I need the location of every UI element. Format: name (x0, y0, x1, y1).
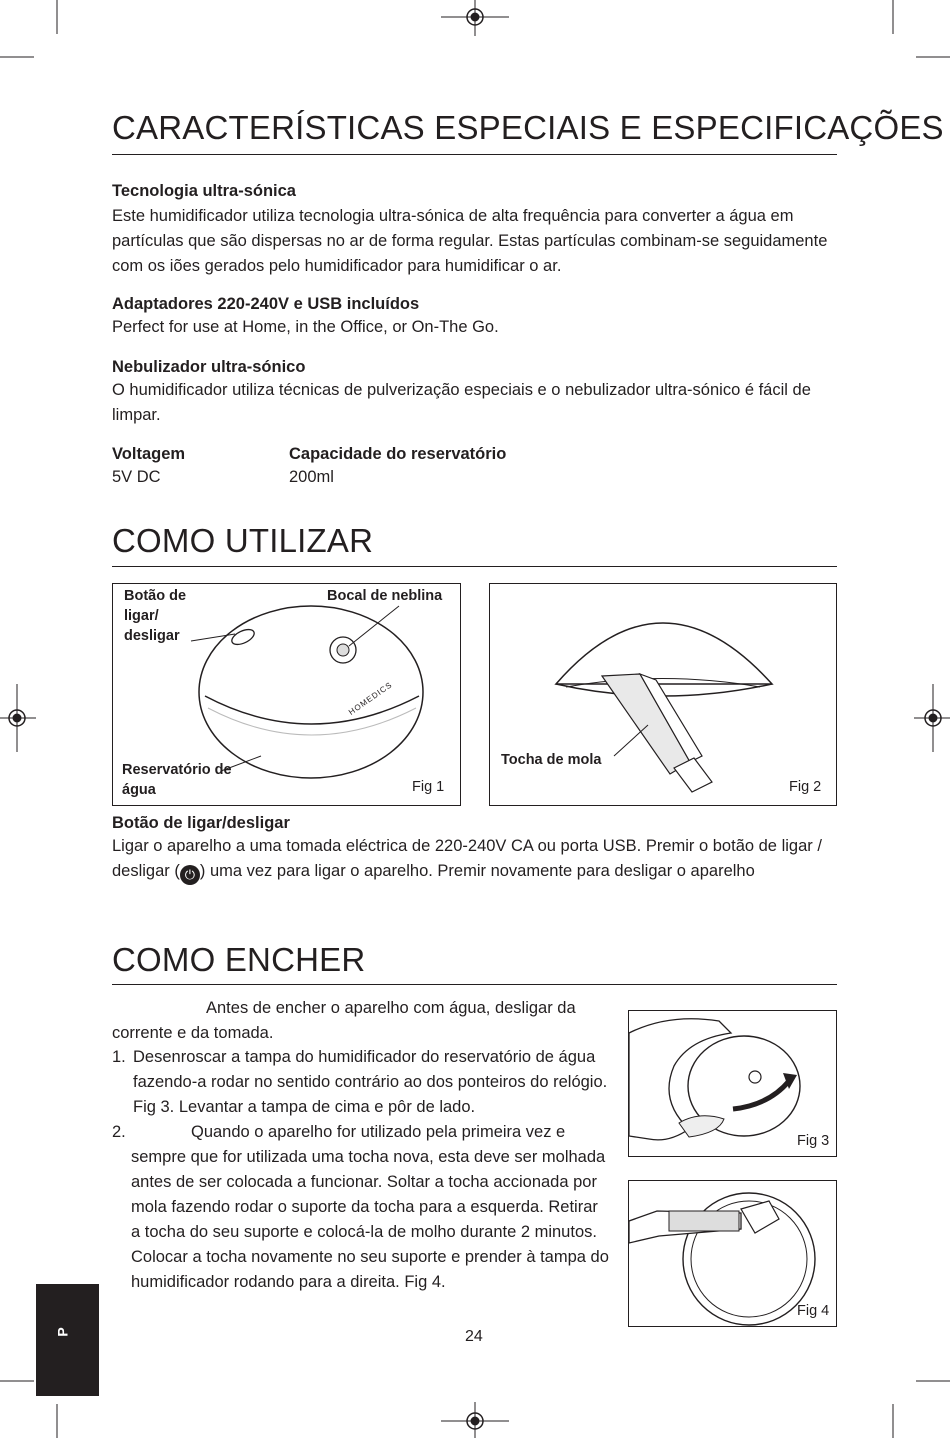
spec-heading: Adaptadores 220-240V e USB incluídos (112, 295, 420, 313)
language-tab (36, 1284, 99, 1396)
power-icon: ⏻ (180, 865, 200, 885)
figure-caption: Fig 1 (412, 779, 445, 795)
power-text-part-a: Ligar o aparelho a uma tomada eléctrica de 220-240V CA ou porta USB. Premir o botão de ligar / desligar ( (112, 837, 822, 880)
page-number: 24 (465, 1328, 483, 1345)
power-button-heading: Botão de ligar/desligar (112, 814, 290, 832)
use-title-rule (112, 566, 837, 567)
registration-mark-bottom (441, 1402, 509, 1438)
figure-caption: Fig 2 (789, 779, 822, 795)
lid-and-wick-illustration (490, 584, 836, 805)
specs-title-rule (112, 154, 837, 155)
figure-4 (628, 1180, 837, 1327)
fill-intro: Antes de encher o aparelho com água, desligar da corrente e da tomada. (112, 999, 576, 1042)
power-text-part-b: ) uma vez para ligar o aparelho. Premir novamente para desligar o aparelho (199, 862, 755, 880)
label-mist-nozzle: Bocal de neblina (327, 588, 443, 604)
fill-title: COMO ENCHER (112, 941, 366, 978)
fill-step-1-text: Desenroscar a tampa do humidificador do reservatório de água fazendo-a rodar no sentido contrário ao dos ponteiros do relógio. Fig 3. Levantar a tampa de cima e pôr de lado. (133, 1048, 608, 1116)
use-title: COMO UTILIZAR (112, 522, 374, 559)
capacity-heading: Capacidade do reservatório (289, 445, 507, 463)
voltage-heading: Voltagem (112, 445, 186, 463)
power-button-text (112, 834, 838, 885)
spec-block-nebulizer (112, 356, 838, 428)
spec-text: O humidificador utiliza técnicas de pulverização especiais e o nebulizador ultra-sónico é fácil de limpar. (112, 381, 811, 424)
spec-text: Este humidificador utiliza tecnologia ultra-sónica de alta frequência para converter a água em partículas que são dispersas no ar de forma regular. Estas partículas combinam-se seguidamente com os iões gerados pelo humidificador para humidificar o ar. (112, 207, 828, 275)
brand-logo: HOMEDICS (347, 680, 395, 717)
voltage-value: 5V DC (112, 468, 161, 486)
spec-table-capacity (289, 443, 506, 490)
spec-block-adapters (112, 293, 838, 340)
figure-caption: Fig 3 (797, 1133, 830, 1149)
specs-title: CARACTERÍSTICAS ESPECIAIS E ESPECIFICAÇÕES (112, 109, 944, 146)
fill-step-2-text: Quando o aparelho for utilizado pela primeira vez e sempre que for utilizada uma tocha nova, esta deve ser molhada antes de ser colocada a funcionar. Soltar a tocha accionada por mola fazendo rodar o suporte da tocha para a esquerda. Retirar a tocha do seu suporte e colocá-la de molho durante 2 minutos. Colocar a tocha novamente no seu suporte e prender à tampa do humidificador rodando para a direita. Fig 4. (131, 1123, 609, 1291)
figure-3 (628, 1010, 837, 1157)
registration-mark-left (0, 684, 36, 752)
fill-title-rule (112, 984, 837, 985)
figure-caption: Fig 4 (797, 1303, 830, 1319)
capacity-value: 200ml (289, 468, 334, 486)
registration-mark-top (441, 0, 509, 36)
spec-text: Perfect for use at Home, in the Office, or On-The Go. (112, 318, 499, 336)
spec-table-voltage (112, 443, 185, 490)
spec-heading: Nebulizador ultra-sónico (112, 358, 306, 376)
registration-mark-right (914, 684, 950, 752)
figure-2 (489, 583, 837, 806)
spec-block-ultrasonic (112, 180, 838, 279)
language-tab-label: P (54, 1327, 71, 1337)
fill-step-1-number: 1. (112, 1048, 126, 1066)
label-water-reservoir: Reservatório de água (122, 762, 232, 798)
figure-1 (112, 583, 461, 806)
fill-step-2-number: 2. (112, 1123, 126, 1141)
spec-heading: Tecnologia ultra-sónica (112, 182, 296, 200)
label-power-button: Botão de ligar/ desligar (124, 588, 187, 644)
label-spring-wick: Tocha de mola (501, 752, 602, 768)
